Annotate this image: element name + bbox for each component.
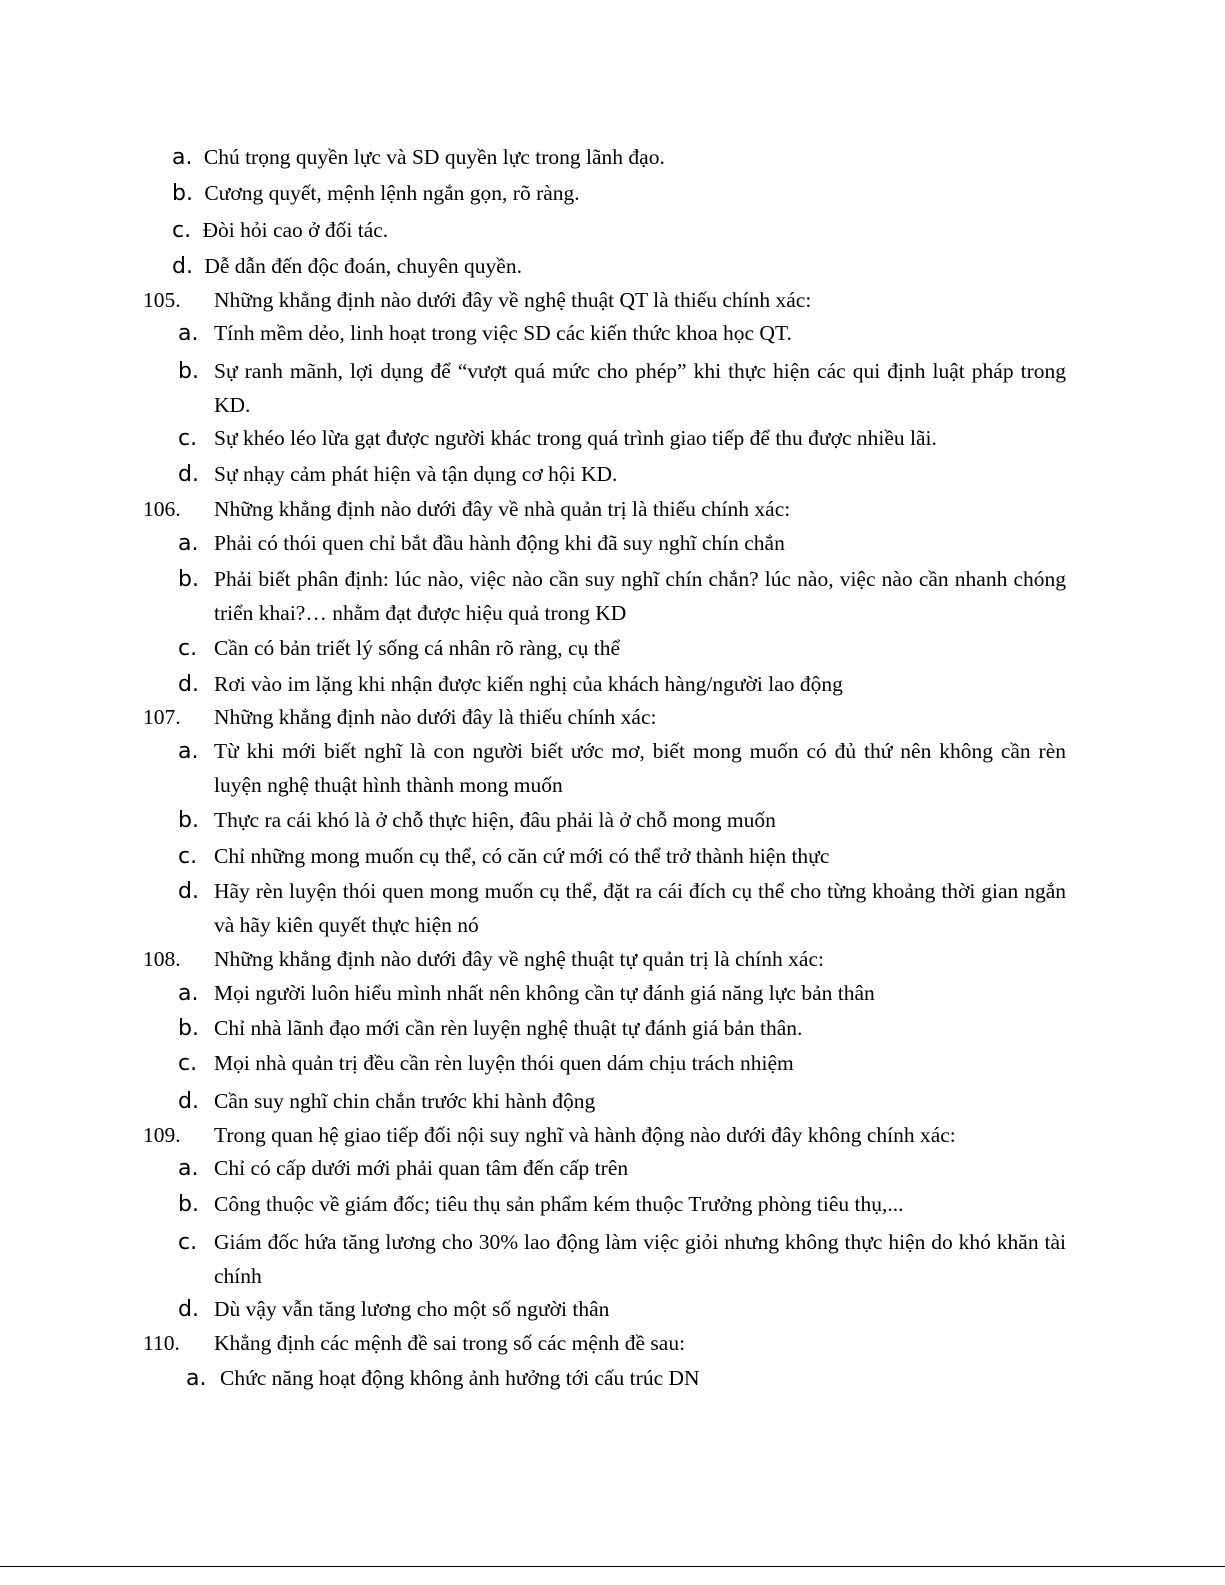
option-letter: a. [172, 145, 193, 170]
option-108-a [178, 976, 875, 1011]
question-number: 107. [143, 705, 181, 729]
option-letter: b. [178, 808, 199, 833]
option-letter: a. [178, 321, 199, 346]
top-option-d [172, 249, 522, 284]
option-109-d [178, 1292, 609, 1327]
option-109-c-letter-line [178, 1225, 197, 1260]
question-number: 108. [143, 947, 181, 971]
option-105-d [178, 457, 617, 492]
option-109-c-text: Giám đốc hứa tăng lương cho 30% lao động làm việc giỏi nhưng không thực hiện do khó khăn tài chính [214, 1230, 1066, 1288]
question-text: Những khẳng định nào dưới đây về nghệ thuật QT là thiếu chính xác: [214, 288, 812, 312]
option-105-b-text: Sự ranh mãnh, lợi dụng để “vượt quá mức cho phép” khi thực hiện các qui định luật pháp trong KD. [214, 359, 1066, 417]
top-option-b [172, 176, 580, 211]
option-letter: b. [178, 1016, 199, 1041]
option-letter: a. [178, 1156, 199, 1181]
option-108-d [178, 1084, 595, 1119]
option-text: Công thuộc về giám đốc; tiêu thụ sản phẩm kém thuộc Trưởng phòng tiêu thụ,... [214, 1192, 904, 1216]
option-letter: d. [172, 254, 193, 279]
option-letter: c. [178, 426, 198, 451]
option-letter: b. [172, 181, 193, 206]
option-105-b-letter-line [178, 354, 199, 389]
question-number: 110. [143, 1331, 180, 1355]
option-text: Sự nhạy cảm phát hiện và tận dụng cơ hội KD. [214, 462, 618, 486]
page-bottom-divider [0, 1566, 1225, 1567]
option-letter: b. [178, 567, 199, 592]
option-109-a [178, 1151, 628, 1186]
option-text: Đòi hỏi cao ở đối tác. [202, 218, 389, 242]
option-letter: d. [178, 879, 199, 904]
option-text: Chỉ những mong muốn cụ thể, có căn cứ mới có thể trở thành hiện thực [214, 844, 830, 868]
question-number: 105. [143, 288, 181, 312]
option-text: Cương quyết, mệnh lệnh ngắn gọn, rõ ràng. [204, 181, 580, 205]
option-text: Mọi nhà quản trị đều cần rèn luyện thói quen dám chịu trách nhiệm [214, 1051, 794, 1075]
top-option-a [172, 140, 665, 175]
option-letter: b. [178, 359, 199, 384]
option-106-a [178, 526, 785, 561]
question-text: Những khẳng định nào dưới đây là thiếu chính xác: [214, 705, 657, 729]
option-letter: c. [178, 636, 198, 661]
option-text: Chú trọng quyền lực và SD quyền lực trong lãnh đạo. [203, 145, 665, 169]
option-text: Mọi người luôn hiểu mình nhất nên không cần tự đánh giá năng lực bản thân [214, 981, 875, 1005]
option-letter: c. [178, 1051, 198, 1076]
option-text: Dù vậy vẫn tăng lương cho một số người thân [214, 1297, 610, 1321]
option-106-b-text: Phải biết phân định: lúc nào, việc nào cần suy nghĩ chín chắn? lúc nào, việc nào cần nhanh chóng triển khai?… nhằm đạt được hiệu quả trong KD [214, 567, 1066, 625]
option-letter: a. [178, 739, 199, 764]
option-108-c [178, 1046, 794, 1081]
option-letter: a. [178, 981, 199, 1006]
question-text: Những khẳng định nào dưới đây về nhà quản trị là thiếu chính xác: [214, 497, 791, 521]
option-text: Chỉ nhà lãnh đạo mới cần rèn luyện nghệ thuật tự đánh giá bản thân. [214, 1016, 803, 1040]
option-letter: d. [178, 462, 199, 487]
option-106-b-letter-line [178, 562, 199, 597]
option-107-b [178, 803, 776, 838]
option-letter: c. [178, 1230, 198, 1255]
option-110-a [186, 1361, 700, 1396]
option-text: Rơi vào im lặng khi nhận được kiến nghị của khách hàng/người lao động [214, 672, 843, 696]
option-107-a-text: Từ khi mới biết nghĩ là con người biết ước mơ, biết mong muốn có đủ thứ nên không cần rèn luyện nghệ thuật hình thành mong muốn [214, 739, 1066, 797]
top-option-c [172, 213, 388, 248]
option-letter: d. [178, 672, 199, 697]
option-107-c [178, 839, 829, 874]
option-106-c [178, 631, 620, 666]
option-108-b [178, 1011, 802, 1046]
option-text: Sự khéo léo lừa gạt được người khác trong quá trình giao tiếp để thu được nhiều lãi. [214, 426, 937, 450]
question-number: 109. [143, 1123, 181, 1147]
option-105-a [178, 316, 792, 351]
option-107-a-letter-line [178, 734, 198, 769]
option-107-d-letter-line [178, 874, 199, 909]
option-text: Thực ra cái khó là ở chỗ thực hiện, đâu phải là ở chỗ mong muốn [214, 808, 776, 832]
question-text: Khẳng định các mệnh đề sai trong số các mệnh đề sau: [214, 1331, 686, 1355]
option-letter: c. [172, 218, 192, 243]
option-text: Dễ dẫn đến độc đoán, chuyên quyền. [204, 254, 522, 278]
option-text: Phải có thói quen chỉ bắt đầu hành động khi đã suy nghĩ chín chắn [214, 531, 785, 555]
option-letter: a. [186, 1366, 207, 1391]
option-105-c [178, 421, 937, 456]
question-number: 106. [143, 497, 181, 521]
option-letter: a. [178, 531, 199, 556]
option-text: Cần có bản triết lý sống cá nhân rõ ràng, cụ thể [214, 636, 620, 660]
option-text: Chức năng hoạt động không ảnh hưởng tới cấu trúc DN [220, 1366, 700, 1390]
option-text: Chỉ có cấp dưới mới phải quan tâm đến cấp trên [214, 1156, 629, 1180]
option-109-b [178, 1187, 903, 1222]
option-text: Cần suy nghĩ chin chắn trước khi hành động [214, 1089, 596, 1113]
option-107-d-text: Hãy rèn luyện thói quen mong muốn cụ thể, đặt ra cái đích cụ thể cho từng khoảng thời gian ngắn và hãy kiên quyết thực hiện nó [214, 879, 1066, 937]
option-106-d [178, 667, 843, 702]
option-letter: b. [178, 1192, 199, 1217]
question-text: Những khẳng định nào dưới đây về nghệ thuật tự quản trị là chính xác: [214, 947, 824, 971]
option-letter: d. [178, 1089, 199, 1114]
option-letter: c. [178, 844, 198, 869]
option-text: Tính mềm dẻo, linh hoạt trong việc SD các kiến thức khoa học QT. [214, 321, 792, 345]
option-letter: d. [178, 1297, 199, 1322]
question-text: Trong quan hệ giao tiếp đối nội suy nghĩ và hành động nào dưới đây không chính xác: [214, 1123, 956, 1147]
